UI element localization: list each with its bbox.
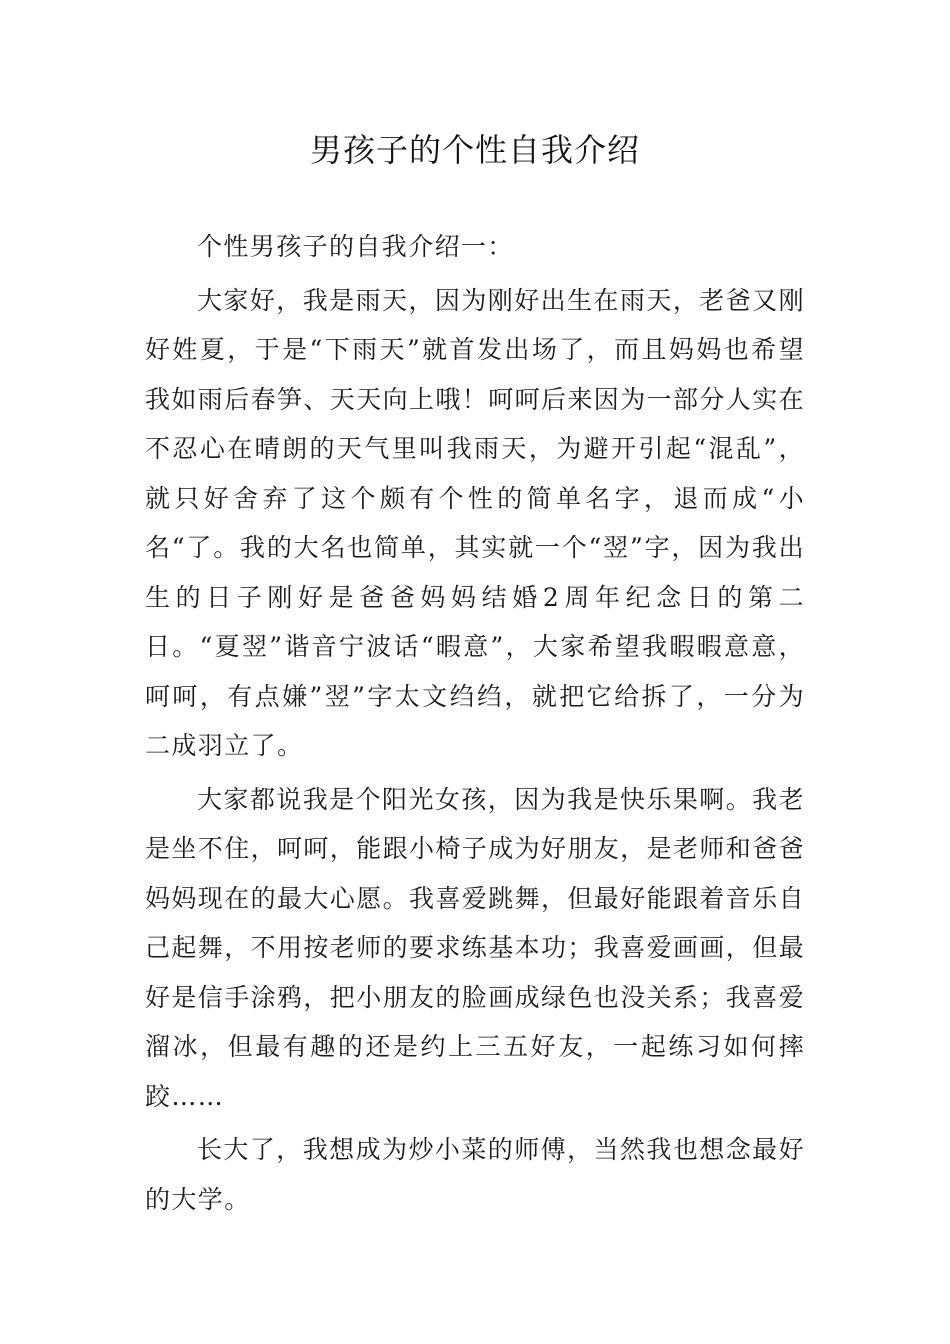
paragraph-name-story: 大家好，我是雨天，因为刚好出生在雨天，老爸又刚好姓夏，于是“下雨天”就首发出场了，而且妈妈也希望我如雨后春笋、天天向上哦！呵呵后来因为一部分人实在不忍心在晴朗的天气里叫我雨天，为避开引起“混乱”，就只好舍弃了这个颇有个性的简单名字，退而成“小名“了。我的大名也简单，其实就一个“翌”字，因为我出生的日子刚好是爸爸妈妈结婚2周年纪念日的第二日。“夏翌”谐音宁波话“暇意”，大家希望我暇暇意意，呵呵，有点嫌”翌”字太文绉绉，就把它给拆了，一分为二成羽立了。: [145, 285, 806, 760]
document-title: 男孩子的个性自我介绍: [309, 131, 640, 169]
paragraph-intro-heading: 个性男孩子的自我介绍一：: [197, 232, 514, 261]
paragraph-dream: 长大了，我想成为炒小菜的师傅，当然我也想念最好的大学。: [145, 1135, 805, 1214]
document-body: [145, 222, 805, 1224]
paragraph-hobbies: 大家都说我是个阳光女孩，因为我是快乐果啊。我老是坐不住，呵呵，能跟小椅子成为好朋友，是老师和爸爸妈妈现在的最大心愿。我喜爱跳舞，但最好能跟着音乐自己起舞，不用按老师的要求练基本功；我喜爱画画，但最好是信手涂鸦，把小朋友的脸画成绿色也没关系；我喜爱溜冰，但最有趣的还是约上三五好友，一起练习如何摔跤……: [145, 784, 806, 1111]
